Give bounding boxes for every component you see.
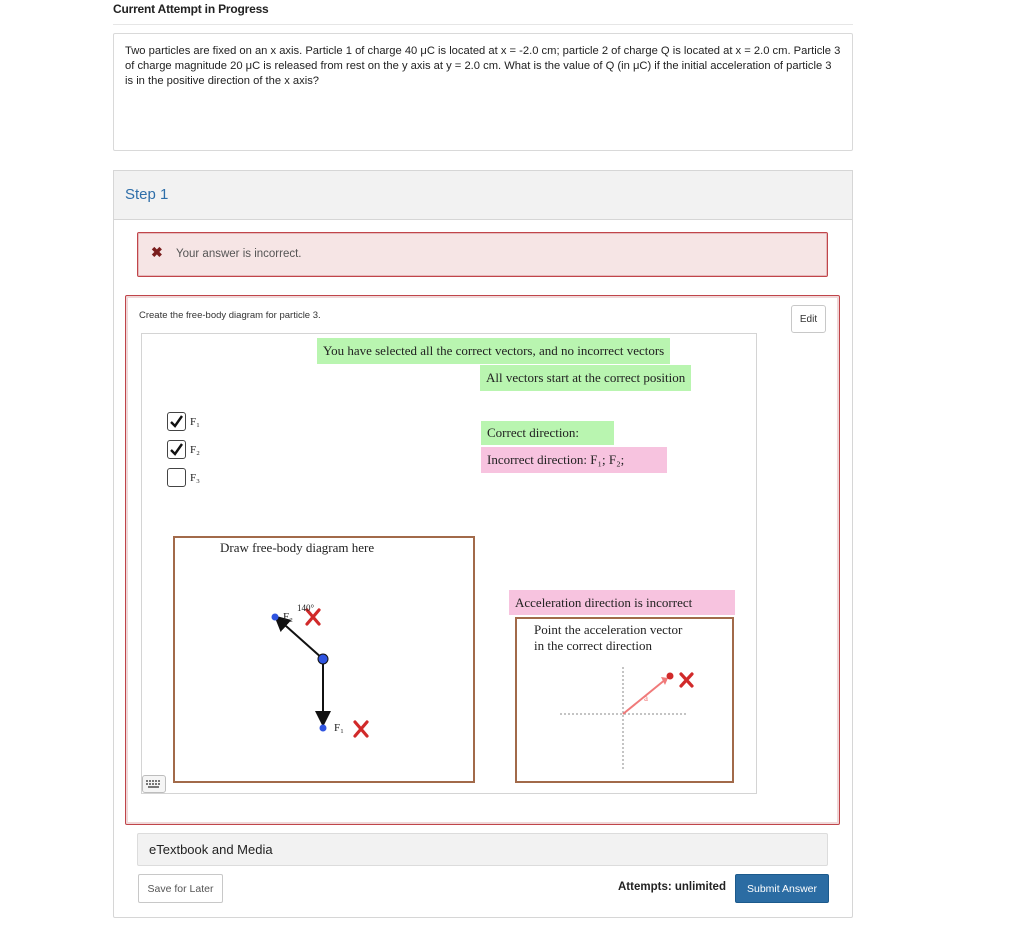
- x-icon: ✖: [151, 244, 163, 260]
- f2-label: F₂: [283, 611, 293, 623]
- check-icon: [169, 414, 184, 429]
- x-icon: [355, 722, 367, 736]
- etextbook-media-toggle[interactable]: eTextbook and Media: [137, 833, 828, 866]
- attempt-title: Current Attempt in Progress: [113, 2, 269, 16]
- acceleration-hint-line-2: in the correct direction: [534, 638, 653, 653]
- error-message: Your answer is incorrect.: [176, 248, 302, 260]
- vector-f2-tip-handle[interactable]: [272, 614, 279, 621]
- acceleration-label: a: [644, 693, 648, 703]
- checkbox-f3[interactable]: [167, 468, 186, 487]
- x-icon: [681, 674, 692, 686]
- f2-angle-label: 140°: [297, 603, 315, 613]
- fbd-vectors: [173, 536, 475, 783]
- check-icon: [169, 442, 184, 457]
- acceleration-hint-line-1: Point the acceleration vector: [534, 622, 683, 637]
- checkbox-f2[interactable]: [167, 440, 186, 459]
- vector-label: F₃: [190, 471, 200, 484]
- question-box: [113, 33, 853, 151]
- feedback-start-position: All vectors start at the correct position: [480, 365, 691, 391]
- save-for-later-button[interactable]: Save for Later: [138, 874, 223, 903]
- fbd-canvas-title: Draw free-body diagram here: [220, 540, 375, 555]
- checkbox-f1[interactable]: [167, 412, 186, 431]
- step-header: [113, 170, 853, 220]
- vector-f2[interactable]: [277, 618, 323, 659]
- submit-answer-button[interactable]: Submit Answer: [735, 874, 829, 903]
- acceleration-axes: [515, 617, 734, 783]
- vector-label: F₂: [190, 443, 200, 456]
- question-text: Two particles are fixed on an x axis. Particle 1 of charge 40 μC is located at x = -2.0 cm; particle 2 of charge Q is located at x = 2.0 cm. Particle 3 of charge magnitude 20 μC is released from rest on the y axis at y = 2.0 cm. What is the value of Q (in μC) if the initial acceleration of particle 3 is in the positive direction of the x axis?: [125, 45, 841, 87]
- vector-option-f3[interactable]: [167, 468, 200, 487]
- divider: [113, 24, 853, 25]
- edit-button[interactable]: Edit: [791, 305, 826, 333]
- f1-label: F₁: [334, 722, 344, 734]
- vector-f1-tip-handle[interactable]: [320, 725, 327, 732]
- step-label: Step 1: [125, 186, 169, 203]
- feedback-all-correct: You have selected all the correct vectors, and no incorrect vectors: [317, 338, 670, 364]
- acceleration-tip-handle[interactable]: [667, 673, 674, 680]
- particle-3-point[interactable]: [318, 654, 328, 664]
- attempts-counter: Attempts: unlimited: [618, 881, 726, 893]
- feedback-incorrect-direction: Incorrect direction: F₁; F₂;: [481, 447, 667, 473]
- vector-option-f2[interactable]: [167, 440, 200, 459]
- step-prompt: Create the free-body diagram for particle 3.: [139, 310, 321, 321]
- keyboard-icon[interactable]: [142, 775, 166, 793]
- feedback-correct-direction: Correct direction:: [481, 421, 614, 445]
- feedback-acceleration: Acceleration direction is incorrect: [509, 590, 735, 615]
- vector-option-f1[interactable]: [167, 412, 200, 431]
- vector-label: F₁: [190, 415, 200, 428]
